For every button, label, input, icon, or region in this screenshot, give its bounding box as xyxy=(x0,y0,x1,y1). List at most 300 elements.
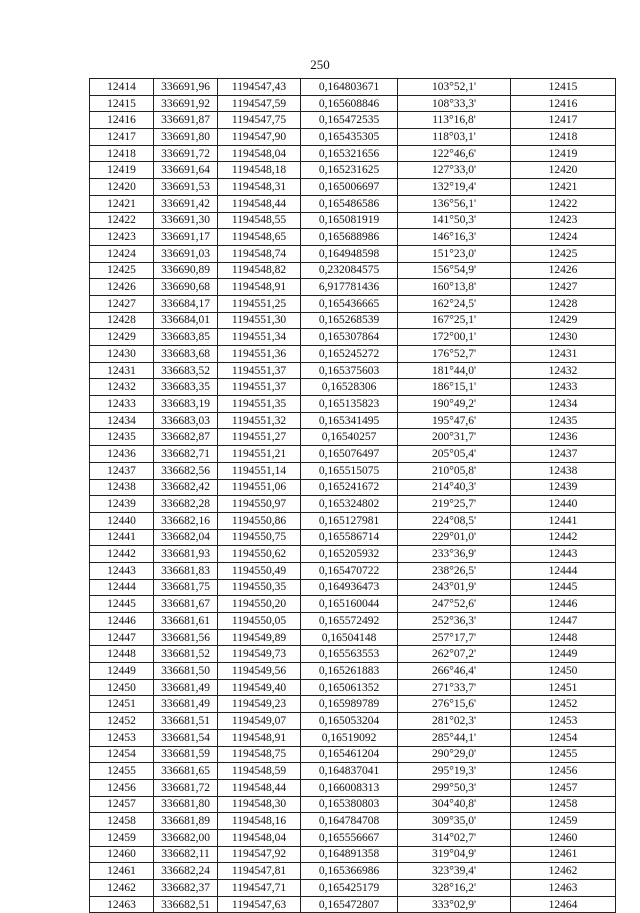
next-point-cell: 12420 xyxy=(511,162,616,179)
y-coordinate-cell: 1194549,56 xyxy=(218,663,301,680)
direction-angle-cell: 299°50,3' xyxy=(398,779,511,796)
y-coordinate-cell: 1194548,30 xyxy=(218,796,301,813)
x-coordinate-cell: 336682,37 xyxy=(154,880,218,897)
x-coordinate-cell: 336691,64 xyxy=(154,162,218,179)
y-coordinate-cell: 1194550,35 xyxy=(218,579,301,596)
next-point-cell: 12453 xyxy=(511,713,616,730)
next-point-cell: 12419 xyxy=(511,145,616,162)
table-row xyxy=(90,396,616,413)
x-coordinate-cell: 336681,67 xyxy=(154,596,218,613)
table-row xyxy=(90,663,616,680)
distance-cell: 0,165341495 xyxy=(301,412,398,429)
y-coordinate-cell: 1194548,91 xyxy=(218,729,301,746)
next-point-cell: 12443 xyxy=(511,546,616,563)
direction-angle-cell: 333°02,9' xyxy=(398,896,511,913)
x-coordinate-cell: 336682,56 xyxy=(154,462,218,479)
distance-cell: 0,164784708 xyxy=(301,813,398,830)
next-point-cell: 12446 xyxy=(511,596,616,613)
next-point-cell: 12437 xyxy=(511,446,616,463)
table-row xyxy=(90,379,616,396)
table-row xyxy=(90,145,616,162)
point-number-cell: 12414 xyxy=(90,79,154,96)
next-point-cell: 12460 xyxy=(511,829,616,846)
coordinates-table-body xyxy=(90,79,616,913)
x-coordinate-cell: 336683,19 xyxy=(154,396,218,413)
distance-cell: 0,165435305 xyxy=(301,129,398,146)
y-coordinate-cell: 1194548,16 xyxy=(218,813,301,830)
y-coordinate-cell: 1194550,49 xyxy=(218,562,301,579)
distance-cell: 0,165563553 xyxy=(301,646,398,663)
next-point-cell: 12457 xyxy=(511,779,616,796)
distance-cell: 0,165470722 xyxy=(301,562,398,579)
table-row xyxy=(90,312,616,329)
point-number-cell: 12455 xyxy=(90,763,154,780)
direction-angle-cell: 323°39,4' xyxy=(398,863,511,880)
y-coordinate-cell: 1194547,63 xyxy=(218,896,301,913)
distance-cell: 0,165076497 xyxy=(301,446,398,463)
distance-cell: 0,165307864 xyxy=(301,329,398,346)
y-coordinate-cell: 1194548,55 xyxy=(218,212,301,229)
y-coordinate-cell: 1194549,07 xyxy=(218,713,301,730)
table-row xyxy=(90,479,616,496)
table-row xyxy=(90,346,616,363)
x-coordinate-cell: 336691,80 xyxy=(154,129,218,146)
table-row xyxy=(90,229,616,246)
next-point-cell: 12438 xyxy=(511,462,616,479)
x-coordinate-cell: 336683,68 xyxy=(154,346,218,363)
x-coordinate-cell: 336681,65 xyxy=(154,763,218,780)
point-number-cell: 12451 xyxy=(90,696,154,713)
table-row xyxy=(90,79,616,96)
next-point-cell: 12421 xyxy=(511,179,616,196)
distance-cell: 0,165556667 xyxy=(301,829,398,846)
distance-cell: 0,165688986 xyxy=(301,229,398,246)
point-number-cell: 12445 xyxy=(90,596,154,613)
next-point-cell: 12426 xyxy=(511,262,616,279)
y-coordinate-cell: 1194549,89 xyxy=(218,629,301,646)
table-row xyxy=(90,512,616,529)
direction-angle-cell: 113°16,8' xyxy=(398,112,511,129)
point-number-cell: 12441 xyxy=(90,529,154,546)
distance-cell: 0,165261883 xyxy=(301,663,398,680)
direction-angle-cell: 210°05,8' xyxy=(398,462,511,479)
distance-cell: 0,165127981 xyxy=(301,512,398,529)
x-coordinate-cell: 336681,89 xyxy=(154,813,218,830)
x-coordinate-cell: 336681,83 xyxy=(154,562,218,579)
y-coordinate-cell: 1194550,97 xyxy=(218,496,301,513)
next-point-cell: 12432 xyxy=(511,362,616,379)
table-row xyxy=(90,646,616,663)
distance-cell: 0,232084575 xyxy=(301,262,398,279)
table-row xyxy=(90,179,616,196)
next-point-cell: 12456 xyxy=(511,763,616,780)
page-number: 250 xyxy=(310,57,330,72)
table-row xyxy=(90,596,616,613)
distance-cell: 0,165205932 xyxy=(301,546,398,563)
x-coordinate-cell: 336690,89 xyxy=(154,262,218,279)
distance-cell: 0,165324802 xyxy=(301,496,398,513)
y-coordinate-cell: 1194547,75 xyxy=(218,112,301,129)
x-coordinate-cell: 336691,72 xyxy=(154,145,218,162)
y-coordinate-cell: 1194551,37 xyxy=(218,362,301,379)
direction-angle-cell: 224°08,5' xyxy=(398,512,511,529)
direction-angle-cell: 162°24,5' xyxy=(398,295,511,312)
direction-angle-cell: 195°47,6' xyxy=(398,412,511,429)
direction-angle-cell: 167°25,1' xyxy=(398,312,511,329)
table-row xyxy=(90,162,616,179)
distance-cell: 6,917781436 xyxy=(301,279,398,296)
direction-angle-cell: 205°05,4' xyxy=(398,446,511,463)
next-point-cell: 12462 xyxy=(511,863,616,880)
distance-cell: 0,16519092 xyxy=(301,729,398,746)
x-coordinate-cell: 336691,87 xyxy=(154,112,218,129)
distance-cell: 0,165241672 xyxy=(301,479,398,496)
y-coordinate-cell: 1194547,71 xyxy=(218,880,301,897)
point-number-cell: 12447 xyxy=(90,629,154,646)
table-row xyxy=(90,796,616,813)
table-row xyxy=(90,279,616,296)
point-number-cell: 12437 xyxy=(90,462,154,479)
y-coordinate-cell: 1194550,86 xyxy=(218,512,301,529)
x-coordinate-cell: 336691,96 xyxy=(154,79,218,96)
direction-angle-cell: 176°52,7' xyxy=(398,346,511,363)
point-number-cell: 12433 xyxy=(90,396,154,413)
next-point-cell: 12439 xyxy=(511,479,616,496)
direction-angle-cell: 156°54,9' xyxy=(398,262,511,279)
distance-cell: 0,165472807 xyxy=(301,896,398,913)
y-coordinate-cell: 1194551,32 xyxy=(218,412,301,429)
x-coordinate-cell: 336682,04 xyxy=(154,529,218,546)
distance-cell: 0,165160044 xyxy=(301,596,398,613)
point-number-cell: 12424 xyxy=(90,245,154,262)
distance-cell: 0,165268539 xyxy=(301,312,398,329)
y-coordinate-cell: 1194551,27 xyxy=(218,429,301,446)
table-row xyxy=(90,195,616,212)
direction-angle-cell: 319°04,9' xyxy=(398,846,511,863)
direction-angle-cell: 271°33,7' xyxy=(398,679,511,696)
y-coordinate-cell: 1194548,82 xyxy=(218,262,301,279)
table-row xyxy=(90,713,616,730)
point-number-cell: 12426 xyxy=(90,279,154,296)
point-number-cell: 12421 xyxy=(90,195,154,212)
next-point-cell: 12430 xyxy=(511,329,616,346)
next-point-cell: 12431 xyxy=(511,346,616,363)
x-coordinate-cell: 336681,61 xyxy=(154,613,218,630)
table-row xyxy=(90,529,616,546)
y-coordinate-cell: 1194548,75 xyxy=(218,746,301,763)
table-row xyxy=(90,546,616,563)
distance-cell: 0,165436665 xyxy=(301,295,398,312)
point-number-cell: 12446 xyxy=(90,613,154,630)
point-number-cell: 12423 xyxy=(90,229,154,246)
direction-angle-cell: 132°19,4' xyxy=(398,179,511,196)
y-coordinate-cell: 1194550,62 xyxy=(218,546,301,563)
distance-cell: 0,165380803 xyxy=(301,796,398,813)
distance-cell: 0,165586714 xyxy=(301,529,398,546)
next-point-cell: 12440 xyxy=(511,496,616,513)
table-row xyxy=(90,746,616,763)
table-row xyxy=(90,846,616,863)
table-row xyxy=(90,362,616,379)
y-coordinate-cell: 1194548,65 xyxy=(218,229,301,246)
x-coordinate-cell: 336682,28 xyxy=(154,496,218,513)
next-point-cell: 12448 xyxy=(511,629,616,646)
next-point-cell: 12435 xyxy=(511,412,616,429)
y-coordinate-cell: 1194547,43 xyxy=(218,79,301,96)
direction-angle-cell: 160°13,8' xyxy=(398,279,511,296)
point-number-cell: 12438 xyxy=(90,479,154,496)
distance-cell: 0,165053204 xyxy=(301,713,398,730)
point-number-cell: 12425 xyxy=(90,262,154,279)
direction-angle-cell: 219°25,7' xyxy=(398,496,511,513)
next-point-cell: 12416 xyxy=(511,95,616,112)
direction-angle-cell: 186°15,1' xyxy=(398,379,511,396)
next-point-cell: 12451 xyxy=(511,679,616,696)
table-row xyxy=(90,613,616,630)
x-coordinate-cell: 336681,59 xyxy=(154,746,218,763)
y-coordinate-cell: 1194548,44 xyxy=(218,195,301,212)
table-row xyxy=(90,112,616,129)
direction-angle-cell: 262°07,2' xyxy=(398,646,511,663)
y-coordinate-cell: 1194547,90 xyxy=(218,129,301,146)
distance-cell: 0,165135823 xyxy=(301,396,398,413)
table-row xyxy=(90,462,616,479)
y-coordinate-cell: 1194551,30 xyxy=(218,312,301,329)
next-point-cell: 12425 xyxy=(511,245,616,262)
table-row xyxy=(90,863,616,880)
table-row xyxy=(90,95,616,112)
x-coordinate-cell: 336681,72 xyxy=(154,779,218,796)
point-number-cell: 12416 xyxy=(90,112,154,129)
distance-cell: 0,165989789 xyxy=(301,696,398,713)
distance-cell: 0,16504148 xyxy=(301,629,398,646)
table-row xyxy=(90,763,616,780)
point-number-cell: 12458 xyxy=(90,813,154,830)
y-coordinate-cell: 1194548,04 xyxy=(218,829,301,846)
y-coordinate-cell: 1194547,92 xyxy=(218,846,301,863)
table-row xyxy=(90,329,616,346)
y-coordinate-cell: 1194549,23 xyxy=(218,696,301,713)
point-number-cell: 12448 xyxy=(90,646,154,663)
point-number-cell: 12442 xyxy=(90,546,154,563)
direction-angle-cell: 229°01,0' xyxy=(398,529,511,546)
distance-cell: 0,165231625 xyxy=(301,162,398,179)
direction-angle-cell: 122°46,6' xyxy=(398,145,511,162)
direction-angle-cell: 103°52,1' xyxy=(398,79,511,96)
distance-cell: 0,16540257 xyxy=(301,429,398,446)
direction-angle-cell: 252°36,3' xyxy=(398,613,511,630)
point-number-cell: 12430 xyxy=(90,346,154,363)
x-coordinate-cell: 336682,51 xyxy=(154,896,218,913)
distance-cell: 0,165006697 xyxy=(301,179,398,196)
table-row xyxy=(90,212,616,229)
direction-angle-cell: 233°36,9' xyxy=(398,546,511,563)
next-point-cell: 12442 xyxy=(511,529,616,546)
x-coordinate-cell: 336682,24 xyxy=(154,863,218,880)
y-coordinate-cell: 1194548,91 xyxy=(218,279,301,296)
direction-angle-cell: 257°17,7' xyxy=(398,629,511,646)
y-coordinate-cell: 1194548,31 xyxy=(218,179,301,196)
next-point-cell: 12418 xyxy=(511,129,616,146)
next-point-cell: 12434 xyxy=(511,396,616,413)
direction-angle-cell: 190°49,2' xyxy=(398,396,511,413)
distance-cell: 0,165515075 xyxy=(301,462,398,479)
next-point-cell: 12444 xyxy=(511,562,616,579)
point-number-cell: 12429 xyxy=(90,329,154,346)
x-coordinate-cell: 336681,51 xyxy=(154,713,218,730)
y-coordinate-cell: 1194551,34 xyxy=(218,329,301,346)
y-coordinate-cell: 1194548,04 xyxy=(218,145,301,162)
point-number-cell: 12440 xyxy=(90,512,154,529)
direction-angle-cell: 247°52,6' xyxy=(398,596,511,613)
direction-angle-cell: 328°16,2' xyxy=(398,880,511,897)
y-coordinate-cell: 1194548,18 xyxy=(218,162,301,179)
next-point-cell: 12415 xyxy=(511,79,616,96)
direction-angle-cell: 295°19,3' xyxy=(398,763,511,780)
x-coordinate-cell: 336684,17 xyxy=(154,295,218,312)
x-coordinate-cell: 336683,52 xyxy=(154,362,218,379)
point-number-cell: 12454 xyxy=(90,746,154,763)
x-coordinate-cell: 336690,68 xyxy=(154,279,218,296)
table-row xyxy=(90,429,616,446)
direction-angle-cell: 136°56,1' xyxy=(398,195,511,212)
next-point-cell: 12424 xyxy=(511,229,616,246)
distance-cell: 0,165461204 xyxy=(301,746,398,763)
next-point-cell: 12447 xyxy=(511,613,616,630)
direction-angle-cell: 309°35,0' xyxy=(398,813,511,830)
table-row xyxy=(90,446,616,463)
y-coordinate-cell: 1194547,59 xyxy=(218,95,301,112)
point-number-cell: 12453 xyxy=(90,729,154,746)
x-coordinate-cell: 336681,50 xyxy=(154,663,218,680)
next-point-cell: 12429 xyxy=(511,312,616,329)
distance-cell: 0,165425179 xyxy=(301,880,398,897)
x-coordinate-cell: 336682,42 xyxy=(154,479,218,496)
x-coordinate-cell: 336682,71 xyxy=(154,446,218,463)
y-coordinate-cell: 1194549,40 xyxy=(218,679,301,696)
y-coordinate-cell: 1194551,36 xyxy=(218,346,301,363)
point-number-cell: 12417 xyxy=(90,129,154,146)
x-coordinate-cell: 336681,49 xyxy=(154,696,218,713)
direction-angle-cell: 304°40,8' xyxy=(398,796,511,813)
distance-cell: 0,166008313 xyxy=(301,779,398,796)
point-number-cell: 12444 xyxy=(90,579,154,596)
distance-cell: 0,165472535 xyxy=(301,112,398,129)
point-number-cell: 12420 xyxy=(90,179,154,196)
direction-angle-cell: 108°33,3' xyxy=(398,95,511,112)
table-row xyxy=(90,129,616,146)
y-coordinate-cell: 1194549,73 xyxy=(218,646,301,663)
table-row xyxy=(90,679,616,696)
direction-angle-cell: 238°26,5' xyxy=(398,562,511,579)
x-coordinate-cell: 336683,85 xyxy=(154,329,218,346)
y-coordinate-cell: 1194548,59 xyxy=(218,763,301,780)
table-row xyxy=(90,579,616,596)
distance-cell: 0,165321656 xyxy=(301,145,398,162)
direction-angle-cell: 290°29,0' xyxy=(398,746,511,763)
point-number-cell: 12436 xyxy=(90,446,154,463)
table-row xyxy=(90,562,616,579)
point-number-cell: 12418 xyxy=(90,145,154,162)
y-coordinate-cell: 1194551,06 xyxy=(218,479,301,496)
x-coordinate-cell: 336691,03 xyxy=(154,245,218,262)
point-number-cell: 12431 xyxy=(90,362,154,379)
distance-cell: 0,165486586 xyxy=(301,195,398,212)
point-number-cell: 12432 xyxy=(90,379,154,396)
table-row xyxy=(90,629,616,646)
x-coordinate-cell: 336691,42 xyxy=(154,195,218,212)
next-point-cell: 12461 xyxy=(511,846,616,863)
next-point-cell: 12433 xyxy=(511,379,616,396)
direction-angle-cell: 151°23,0' xyxy=(398,245,511,262)
y-coordinate-cell: 1194550,20 xyxy=(218,596,301,613)
direction-angle-cell: 266°46,4' xyxy=(398,663,511,680)
y-coordinate-cell: 1194551,25 xyxy=(218,295,301,312)
distance-cell: 0,164948598 xyxy=(301,245,398,262)
distance-cell: 0,165081919 xyxy=(301,212,398,229)
point-number-cell: 12450 xyxy=(90,679,154,696)
direction-angle-cell: 314°02,7' xyxy=(398,829,511,846)
x-coordinate-cell: 336691,17 xyxy=(154,229,218,246)
next-point-cell: 12450 xyxy=(511,663,616,680)
distance-cell: 0,165366986 xyxy=(301,863,398,880)
table-row xyxy=(90,696,616,713)
next-point-cell: 12417 xyxy=(511,112,616,129)
direction-angle-cell: 243°01,9' xyxy=(398,579,511,596)
distance-cell: 0,164837041 xyxy=(301,763,398,780)
next-point-cell: 12459 xyxy=(511,813,616,830)
point-number-cell: 12435 xyxy=(90,429,154,446)
table-row xyxy=(90,729,616,746)
point-number-cell: 12457 xyxy=(90,796,154,813)
point-number-cell: 12449 xyxy=(90,663,154,680)
point-number-cell: 12452 xyxy=(90,713,154,730)
table-row xyxy=(90,880,616,897)
table-row xyxy=(90,829,616,846)
next-point-cell: 12445 xyxy=(511,579,616,596)
next-point-cell: 12454 xyxy=(511,729,616,746)
distance-cell: 0,16528306 xyxy=(301,379,398,396)
x-coordinate-cell: 336691,53 xyxy=(154,179,218,196)
y-coordinate-cell: 1194550,75 xyxy=(218,529,301,546)
point-number-cell: 12427 xyxy=(90,295,154,312)
direction-angle-cell: 146°16,3' xyxy=(398,229,511,246)
table-row xyxy=(90,295,616,312)
direction-angle-cell: 127°33,0' xyxy=(398,162,511,179)
x-coordinate-cell: 336683,35 xyxy=(154,379,218,396)
point-number-cell: 12428 xyxy=(90,312,154,329)
x-coordinate-cell: 336681,75 xyxy=(154,579,218,596)
point-number-cell: 12462 xyxy=(90,880,154,897)
direction-angle-cell: 181°44,0' xyxy=(398,362,511,379)
distance-cell: 0,165608846 xyxy=(301,95,398,112)
y-coordinate-cell: 1194551,21 xyxy=(218,446,301,463)
distance-cell: 0,165375603 xyxy=(301,362,398,379)
next-point-cell: 12422 xyxy=(511,195,616,212)
x-coordinate-cell: 336681,49 xyxy=(154,679,218,696)
next-point-cell: 12458 xyxy=(511,796,616,813)
point-number-cell: 12463 xyxy=(90,896,154,913)
y-coordinate-cell: 1194550,05 xyxy=(218,613,301,630)
x-coordinate-cell: 336681,80 xyxy=(154,796,218,813)
point-number-cell: 12459 xyxy=(90,829,154,846)
distance-cell: 0,165061352 xyxy=(301,679,398,696)
y-coordinate-cell: 1194551,37 xyxy=(218,379,301,396)
next-point-cell: 12464 xyxy=(511,896,616,913)
table-row xyxy=(90,412,616,429)
table-row xyxy=(90,245,616,262)
direction-angle-cell: 118°03,1' xyxy=(398,129,511,146)
